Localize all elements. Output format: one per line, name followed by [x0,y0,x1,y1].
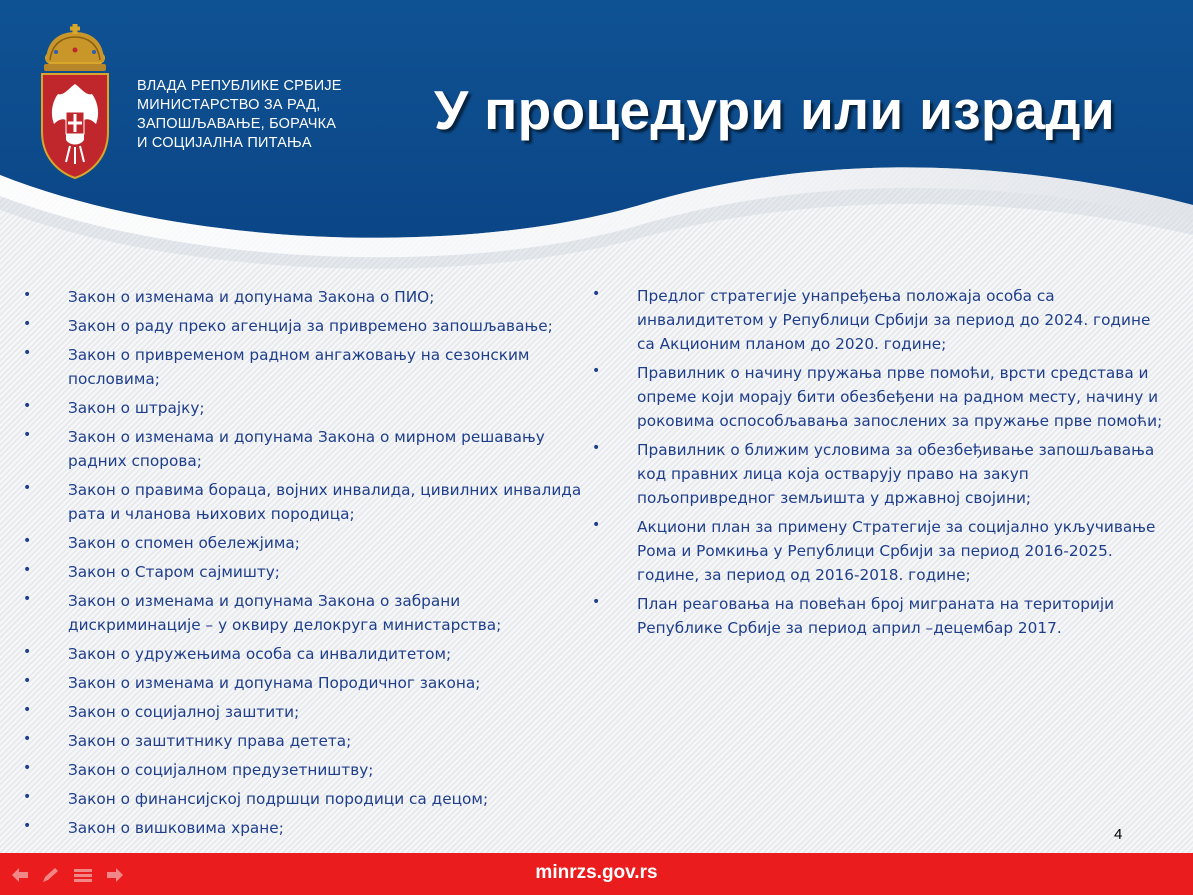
list-item-text: Закон о спомен обележјима; [68,534,300,552]
bullet-icon: • [23,789,32,805]
list-item-text: Закон о заштитнику права детета; [68,732,352,750]
bullet-icon: • [23,398,32,414]
bullet-icon: • [23,818,32,834]
list-item-text: Закон о социјалном предузетништву; [68,761,374,779]
list-item [592,515,1167,587]
list-item-text: Закон о изменама и допунама Закона о забрани дискриминације – у оквиру делокруга министарства; [68,592,502,634]
list-item [592,284,1167,356]
list-item-text: Закон о изменама и допунама Породичног закона; [68,674,481,692]
footer-bar [0,853,1193,895]
website-url[interactable]: minrzs.gov.rs [535,862,658,883]
list-item [592,438,1167,510]
list-item [23,700,588,724]
institution-line: ВЛАДА РЕПУБЛИКЕ СРБИЈЕ [137,78,342,94]
list-item [23,396,588,420]
list-item-text: Закон о правима бораца, војних инвалида, цивилних инвалида рата и чланова њихових породица; [68,481,582,523]
list-item [23,314,588,338]
institution-line: МИНИСТАРСТВО ЗА РАД, [137,97,321,113]
left-bullet-list [23,285,588,845]
list-item [23,671,588,695]
bullet-icon: • [23,673,32,689]
bullet-icon: • [592,440,601,456]
list-item [23,478,588,526]
list-item [23,758,588,782]
list-item-text: Закон о привременом радном ангажовању на сезонским пословима; [68,346,530,388]
bullet-icon: • [23,591,32,607]
right-bullet-list [592,284,1167,645]
bullet-icon: • [23,760,32,776]
bullet-icon: • [592,594,601,610]
institution-name [137,77,342,153]
list-item-text: Правилник о ближим условима за обезбеђивање запошљавања код правних лица која остварују право на закуп пољопривредног земљишта у државној својини; [637,441,1155,507]
bullet-icon: • [23,702,32,718]
institution-line: ЗАПОШЉАВАЊЕ, БОРАЧКА [137,116,337,132]
list-item [23,285,588,309]
list-item-text: Закон о финансијској подршци породици са децом; [68,790,489,808]
list-item [23,560,588,584]
list-item [23,642,588,666]
list-item [23,816,588,840]
bullet-icon: • [592,363,601,379]
list-item [592,592,1167,640]
list-item-text: Закон о социјалној заштити; [68,703,300,721]
bullet-icon: • [23,427,32,443]
list-item-text: Закон о штрајку; [68,399,205,417]
coat-of-arms-logo [34,22,116,182]
list-item-text: Правилник о начину пружања прве помоћи, врсти средстава и опреме који морају бити обезбеђени на радном месту, начину и роковима оспособљавања запослених за пружање прве помоћи; [637,364,1163,430]
list-item-text: Закон о изменама и допунама Закона о ПИО; [68,288,435,306]
page-number: 4 [1114,826,1123,843]
bullet-icon: • [592,286,601,302]
slide-title: У процедури или изради [434,79,1115,141]
bullet-icon: • [23,731,32,747]
list-item [23,531,588,555]
list-item-text: Закон о вишковима хране; [68,819,284,837]
institution-line: И СОЦИЈАЛНА ПИТАЊА [137,135,312,151]
bullet-icon: • [592,517,601,533]
bullet-icon: • [23,533,32,549]
bullet-icon: • [23,316,32,332]
list-item-text: Закон о изменама и допунама Закона о мирном решавању радних спорова; [68,428,545,470]
bullet-icon: • [23,345,32,361]
list-item [23,729,588,753]
bullet-icon: • [23,287,32,303]
list-item [23,787,588,811]
list-item-text: Закон о раду преко агенција за привремено запошљавање; [68,317,553,335]
list-item [592,361,1167,433]
bullet-icon: • [23,562,32,578]
list-item [23,425,588,473]
bullet-icon: • [23,480,32,496]
list-item-text: Акциони план за примену Стратегије за социјално укључивање Рома и Ромкиња у Републици Србији за период 2016-2025. године, за период од 2016-2018. године; [637,518,1156,584]
list-item [23,589,588,637]
list-item-text: Закон о Старом сајмишту; [68,563,280,581]
list-item [23,343,588,391]
bullet-icon: • [23,644,32,660]
list-item-text: План реаговања на повећан број миграната на територији Републике Србије за период април –децембар 2017. [637,595,1115,637]
list-item-text: Закон о удружењима особа са инвалидитетом; [68,645,452,663]
list-item-text: Предлог стратегије унапређења положаја особа са инвалидитетом у Републици Србији за период до 2024. године са Акционим планом до 2020. године; [637,287,1151,353]
